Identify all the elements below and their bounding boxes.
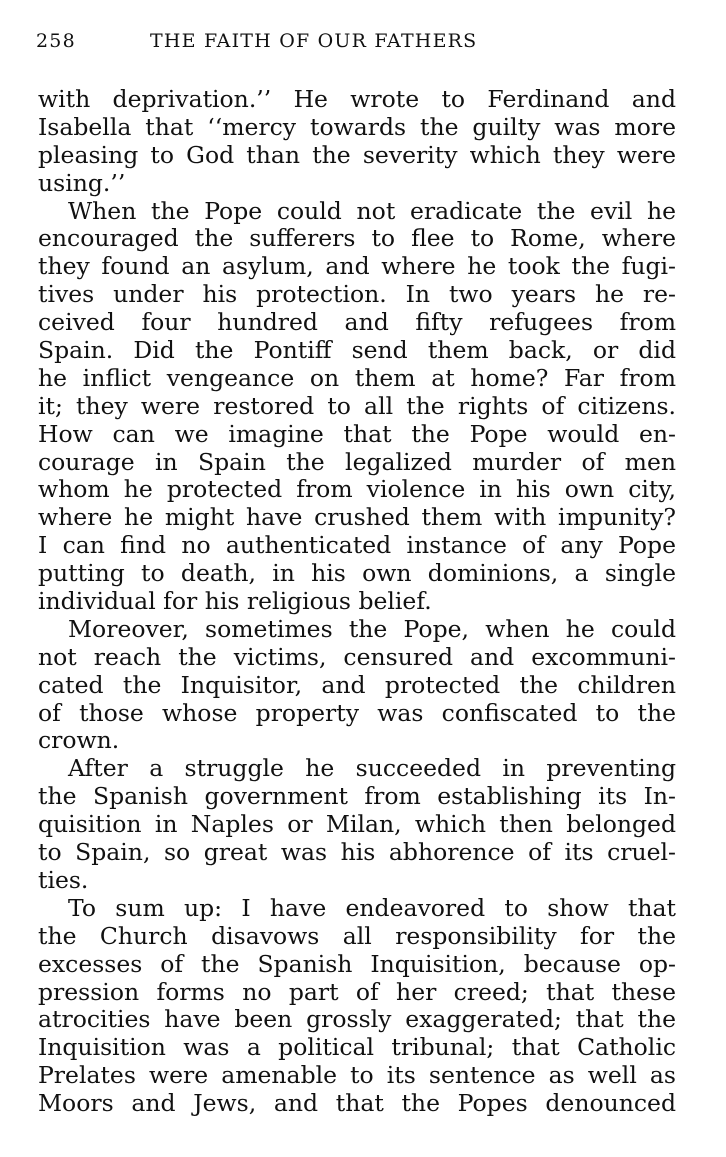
text-line: pression forms no part of her creed; that these (38, 977, 676, 1006)
text-line: the Spanish government from establishing its In- (38, 782, 676, 811)
text-line: encouraged the sufferers to flee to Rome, where (38, 224, 676, 253)
text-line: pleasing to God than the severity which they were (38, 140, 676, 169)
text-line: where he might have crushed them with impunity? (38, 503, 676, 532)
text-line: quisition in Naples or Milan, which then belonged (38, 810, 676, 839)
text-line: whom he protected from violence in his own city, (38, 475, 676, 504)
text-line: Spain. Did the Pontiff send them back, or did (38, 336, 676, 365)
text-line: Moreover, sometimes the Pope, when he could (68, 614, 676, 643)
text-line: Prelates were amenable to its sentence as well as (38, 1061, 676, 1090)
text-line: Moors and Jews, and that the Popes denounced (38, 1089, 676, 1118)
text-line: he inflict vengeance on them at home? Far from (38, 363, 676, 392)
text-line: the Church disavows all responsibility for the (38, 921, 676, 950)
text-line: with deprivation.’’ He wrote to Ferdinand and (38, 85, 676, 113)
text-line: they found an asylum, and where he took the fugi- (38, 252, 676, 281)
text-line: not reach the victims, censured and excommuni- (38, 642, 676, 671)
paragraph (38, 198, 676, 616)
text-line: ties. (38, 865, 89, 894)
text-line: tives under his protection. In two years he re- (38, 280, 676, 309)
text-line: After a struggle he succeeded in preventing (68, 754, 676, 783)
text-line: of those whose property was confiscated to the (38, 698, 676, 727)
page-number: 258 (36, 30, 76, 52)
paragraph (38, 755, 676, 894)
text-line: putting to death, in his own dominions, a single (38, 559, 676, 588)
paragraph (38, 616, 676, 755)
text-line: How can we imagine that the Pope would en- (38, 419, 676, 448)
text-line: excesses of the Spanish Inquisition, because op- (38, 949, 676, 978)
text-line: atrocities have been grossly exaggerated; that the (38, 1005, 676, 1034)
text-line: crown. (38, 726, 120, 755)
text-line: to Spain, so great was his abhorence of its cruel- (38, 838, 676, 867)
text-line: Inquisition was a political tribunal; that Catholic (38, 1033, 676, 1062)
text-line: cated the Inquisitor, and protected the children (38, 670, 676, 699)
running-head (36, 30, 676, 58)
text-line: it; they were restored to all the rights of citizens. (38, 391, 676, 420)
body-text (38, 86, 676, 1118)
text-line: using.’’ (38, 168, 126, 197)
text-line: To sum up: I have endeavored to show that (68, 893, 676, 922)
paragraph (38, 86, 676, 198)
text-line: individual for his religious belief. (38, 587, 432, 616)
text-line: courage in Spain the legalized murder of men (38, 447, 676, 476)
running-title: THE FAITH OF OUR FATHERS (150, 30, 478, 52)
text-line: When the Pope could not eradicate the evil he (68, 196, 676, 225)
text-line: ceived four hundred and fifty refugees from (38, 308, 676, 337)
paragraph (38, 895, 676, 1118)
text-line: Isabella that ‘‘mercy towards the guilty was more (38, 112, 676, 141)
text-line: I can find no authenticated instance of any Pope (38, 531, 676, 560)
